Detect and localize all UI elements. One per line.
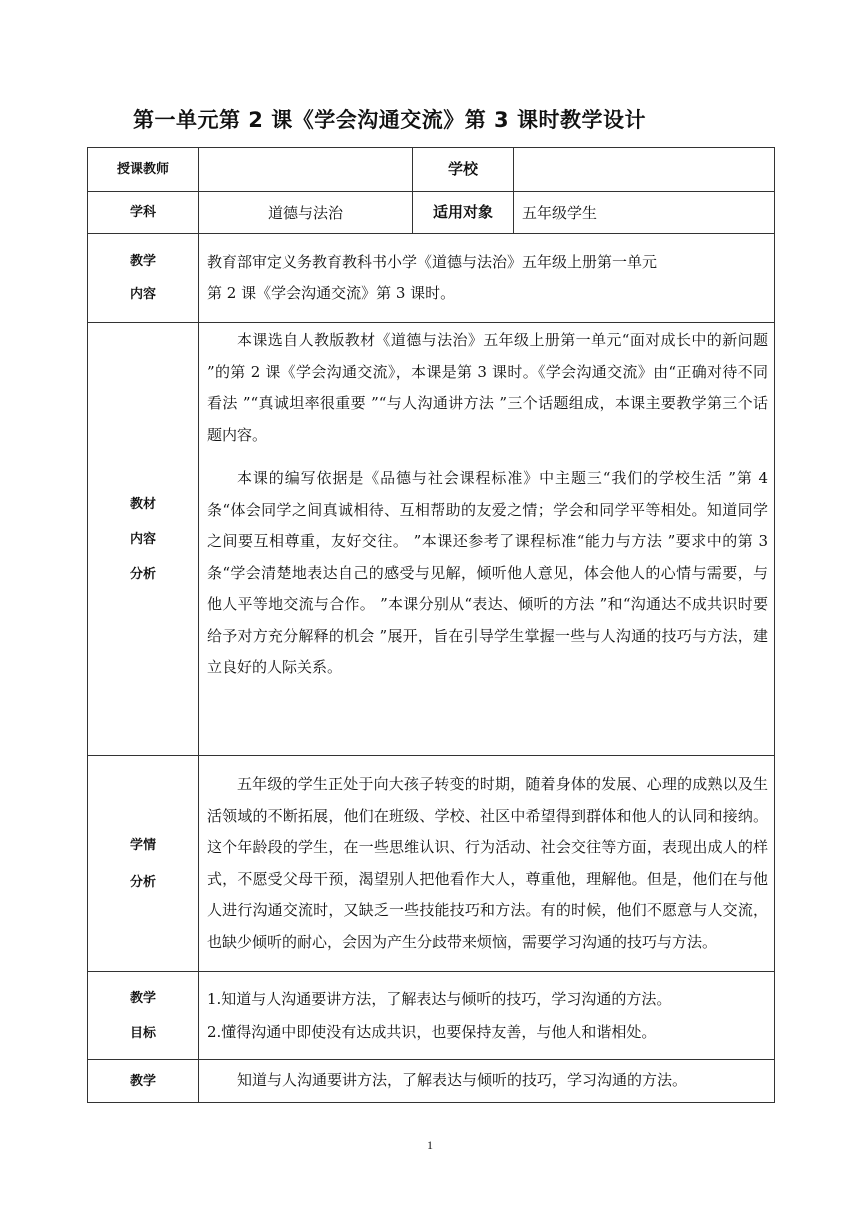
target-value: 五年级学生	[514, 192, 775, 234]
page-number: 1	[427, 1138, 433, 1152]
lesson-plan-table	[87, 147, 775, 1103]
teaching-goals-label-line1: 教学	[129, 990, 156, 1006]
material-analysis-label-line2: 内容	[129, 531, 156, 547]
student-analysis-row	[88, 756, 775, 972]
student-analysis-label-line2: 分析	[129, 874, 156, 890]
student-analysis-label-line1: 学情	[129, 837, 156, 853]
student-analysis-paragraph: 五年级的学生正处于向大孩子转变的时期，随着身体的发展、心理的成熟以及生活领域的不断拓展，他们在班级、学校、社区中希望得到群体和他人的认同和接纳。这个年龄段的学生，在一些思维认识、行为活动、社会交往等方面，表现出成人的样式，不愿受父母干预，渴望别人把他看作大人，尊重他，理解他。但是，他们在与他人进行沟通交流时，又缺乏一些技能技巧和方法。有的时候，他们不愿意与人交流，也缺少倾听的耐心，会因为产生分歧带来烦恼，需要学习沟通的技巧与方法。	[207, 775, 768, 951]
student-analysis-label	[88, 756, 199, 972]
teaching-key-cell	[199, 1060, 775, 1103]
teacher-value	[199, 148, 413, 192]
teaching-content-cell	[199, 234, 775, 323]
teaching-content-line1: 教育部审定义务教育教科书小学《道德与法治》五年级上册第一单元	[207, 253, 658, 271]
teaching-goals-cell	[199, 972, 775, 1060]
teaching-goal-2: 2.懂得沟通中即使没有达成共识，也要保持友善，与他人和谐相处。	[207, 1022, 657, 1041]
teaching-content-label-line1: 教学	[129, 254, 156, 269]
material-analysis-label-line3: 分析	[129, 566, 156, 582]
teacher-school-row	[88, 148, 775, 192]
subject-label: 学科	[88, 192, 199, 234]
material-analysis-cell	[199, 323, 775, 756]
subject-value: 道德与法治	[199, 192, 413, 234]
document-title: 第一单元第 2 课《学会沟通交流》第 3 课时教学设计	[133, 108, 646, 132]
material-analysis-paragraph-1: 本课选自人教版教材《道德与法治》五年级上册第一单元“面对成长中的新问题 ”的第 2 课《学会沟通交流》，本课是第 3 课时。《学会沟通交流》由“正确对待不同看法 ”“真诚坦率很重要 ”“与人沟通讲方法 ”三个话题组成，本课主要教学第三个话题内容。	[207, 331, 768, 444]
teaching-key-row	[88, 1060, 775, 1103]
teaching-goals-row	[88, 972, 775, 1060]
teaching-goals-label-line2: 目标	[129, 1025, 156, 1041]
teaching-key-label: 教学	[88, 1060, 199, 1103]
teaching-content-line2: 第 2 课《学会沟通交流》第 3 课时。	[207, 284, 456, 302]
school-value	[514, 148, 775, 192]
teaching-goal-1: 1.知道与人沟通要讲方法，了解表达与倾听的技巧，学习沟通的方法。	[207, 989, 672, 1008]
material-analysis-label-line1: 教材	[129, 496, 156, 512]
school-label: 学校	[413, 148, 514, 192]
material-analysis-paragraph-2: 本课的编写依据是《品德与社会课程标准》中主题三“我们的学校生活 ”第 4 条“体会同学之间真诚相待、互相帮助的友爱之情；学会和同学平等相处。知道同学之间要互相尊重，友好交往。 ”本课还参考了课程标准“能力与方法 ”要求中的第 3 条“学会清楚地表达自己的感受与见解，倾听他人意见，体会他人的心情与需要，与他人平等地交流与合作。 ”本课分别从“表达、倾听的方法 ”和“沟通达不成共识时要给予对方充分解释的机会 ”展开，旨在引导学生掌握一些与人沟通的技巧与方法，建立良好的人际关系。	[207, 469, 768, 676]
teaching-content-label-line2: 内容	[129, 287, 156, 302]
subject-row	[88, 192, 775, 234]
teaching-goals-label	[88, 972, 199, 1060]
material-analysis-label	[88, 323, 199, 756]
teacher-label: 授课教师	[88, 148, 199, 192]
target-label: 适用对象	[413, 192, 514, 234]
teaching-content-row	[88, 234, 775, 323]
teaching-content-label	[88, 234, 199, 323]
student-analysis-cell	[199, 756, 775, 972]
teaching-key-text: 知道与人沟通要讲方法，了解表达与倾听的技巧，学习沟通的方法。	[237, 1071, 688, 1090]
material-analysis-row	[88, 323, 775, 756]
